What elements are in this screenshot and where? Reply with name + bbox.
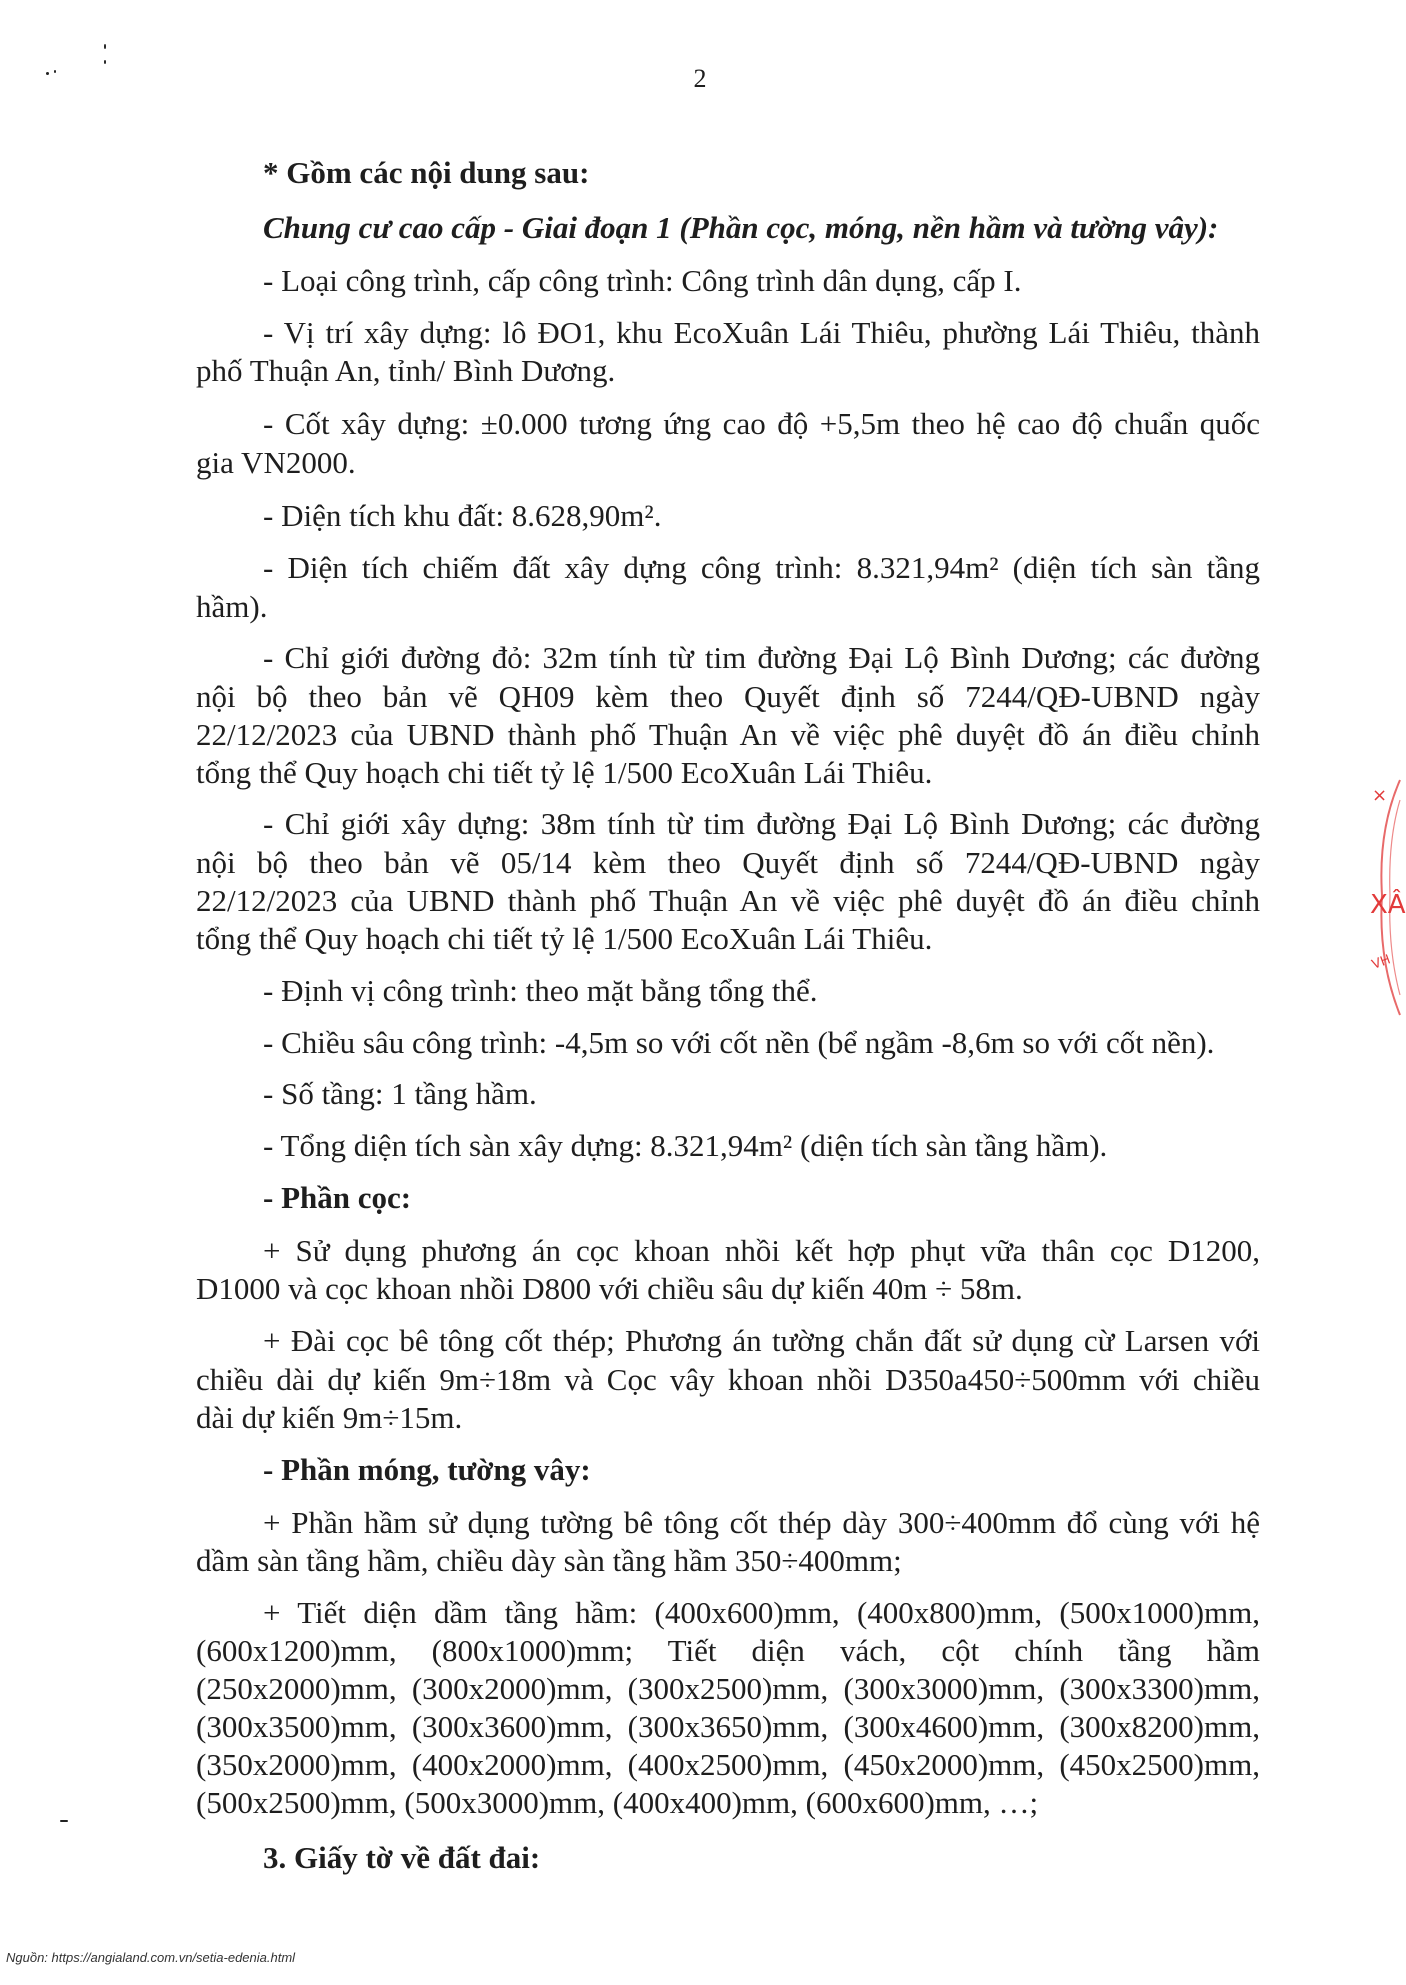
text-line: (600x1200)mm, (800x1000)mm; Tiết diện vách, cột chính tầng hầm — [196, 1633, 1260, 1668]
text-line: - Vị trí xây dựng: lô ĐO1, khu EcoXuân Lái Thiêu, phường Lái Thiêu, thành — [263, 315, 1260, 350]
text-line: - Định vị công trình: theo mặt bằng tổng thể. — [263, 973, 818, 1008]
text-line: + Tiết diện dầm tầng hầm: (400x600)mm, (400x800)mm, (500x1000)mm, — [263, 1595, 1260, 1630]
page-number: 2 — [693, 64, 707, 93]
text-line: - Diện tích khu đất: 8.628,90m². — [263, 498, 662, 533]
text-line: hầm). — [196, 589, 268, 624]
subsection-heading: - Phần móng, tường vây: — [263, 1452, 591, 1487]
text-line: tổng thể Quy hoạch chi tiết tỷ lệ 1/500 EcoXuân Lái Thiêu. — [196, 755, 933, 790]
text-line: 22/12/2023 của UBND thành phố Thuận An về việc phê duyệt đồ án điều chỉnh — [196, 717, 1260, 752]
text-line: - Số tầng: 1 tầng hầm. — [263, 1076, 537, 1111]
text-line: chiều dài dự kiến 9m÷18m và Cọc vây khoan nhồi D350a450÷500mm với chiều — [196, 1362, 1260, 1397]
text-line: nội bộ theo bản vẽ 05/14 kèm theo Quyết định số 7244/QĐ-UBND ngày — [196, 845, 1260, 880]
section-heading: 3. Giấy tờ về đất đai: — [263, 1840, 541, 1875]
text-line: (500x2500)mm, (500x3000)mm, (400x400)mm, (600x600)mm, …; — [196, 1785, 1039, 1820]
text-line: - Diện tích chiếm đất xây dựng công trình: 8.321,94m² (diện tích sàn tầng — [263, 550, 1260, 585]
text-line: - Loại công trình, cấp công trình: Công trình dân dụng, cấp I. — [263, 263, 1022, 298]
text-line: + Đài cọc bê tông cốt thép; Phương án tường chắn đất sử dụng cừ Larsen với — [263, 1323, 1260, 1358]
text-line: - Chỉ giới xây dựng: 38m tính từ tim đường Đại Lộ Bình Dương; các đường — [263, 806, 1260, 841]
scan-speck — [104, 44, 106, 49]
source-note: Nguồn: https://angialand.com.vn/setia-edenia.html — [6, 1950, 296, 1965]
text-line: (350x2000)mm, (400x2000)mm, (400x2500)mm, (450x2000)mm, (450x2500)mm, — [196, 1747, 1260, 1782]
text-line: - Chỉ giới đường đỏ: 32m tính từ tim đường Đại Lộ Bình Dương; các đường — [263, 640, 1260, 675]
text-line: (250x2000)mm, (300x2000)mm, (300x2500)mm, (300x3000)mm, (300x3300)mm, — [196, 1671, 1260, 1706]
section-heading: * Gồm các nội dung sau: — [263, 155, 590, 190]
text-line: gia VN2000. — [196, 445, 356, 480]
text-line: D1000 và cọc khoan nhồi D800 với chiều sâu dự kiến 40m ÷ 58m. — [196, 1271, 1023, 1306]
text-line: - Tổng diện tích sàn xây dựng: 8.321,94m² (diện tích sàn tầng hầm). — [263, 1128, 1108, 1163]
scan-speck — [60, 1820, 68, 1822]
text-line: 22/12/2023 của UBND thành phố Thuận An về việc phê duyệt đồ án điều chỉnh — [196, 883, 1260, 918]
stamp-mark: VH — [1369, 952, 1393, 973]
text-line: (300x3500)mm, (300x3600)mm, (300x3650)mm, (300x4600)mm, (300x8200)mm, — [196, 1709, 1260, 1744]
text-line: - Chiều sâu công trình: -4,5m so với cốt nền (bể ngầm -8,6m so với cốt nền). — [263, 1025, 1215, 1060]
text-line: + Sử dụng phương án cọc khoan nhồi kết hợp phụt vữa thân cọc D1200, — [263, 1233, 1260, 1268]
text-line: nội bộ theo bản vẽ QH09 kèm theo Quyết định số 7244/QĐ-UBND ngày — [196, 679, 1260, 714]
stamp-mark: × — [1372, 785, 1388, 806]
stamp-text: XÂ — [1370, 890, 1406, 920]
text-line: phố Thuận An, tỉnh/ Bình Dương. — [196, 353, 616, 388]
text-line: dầm sàn tầng hầm, chiều dày sàn tầng hầm 350÷400mm; — [196, 1543, 902, 1578]
text-line: + Phần hầm sử dụng tường bê tông cốt thép dày 300÷400mm đổ cùng với hệ — [263, 1505, 1260, 1540]
text-line: - Cốt xây dựng: ±0.000 tương ứng cao độ +5,5m theo hệ cao độ chuẩn quốc — [263, 406, 1260, 441]
subsection-heading: - Phần cọc: — [263, 1180, 412, 1215]
section-subheading: Chung cư cao cấp - Giai đoạn 1 (Phần cọc, móng, nền hầm và tường vây): — [263, 210, 1219, 245]
text-line: dài dự kiến 9m÷15m. — [196, 1400, 463, 1435]
text-line: tổng thể Quy hoạch chi tiết tỷ lệ 1/500 EcoXuân Lái Thiêu. — [196, 921, 933, 956]
